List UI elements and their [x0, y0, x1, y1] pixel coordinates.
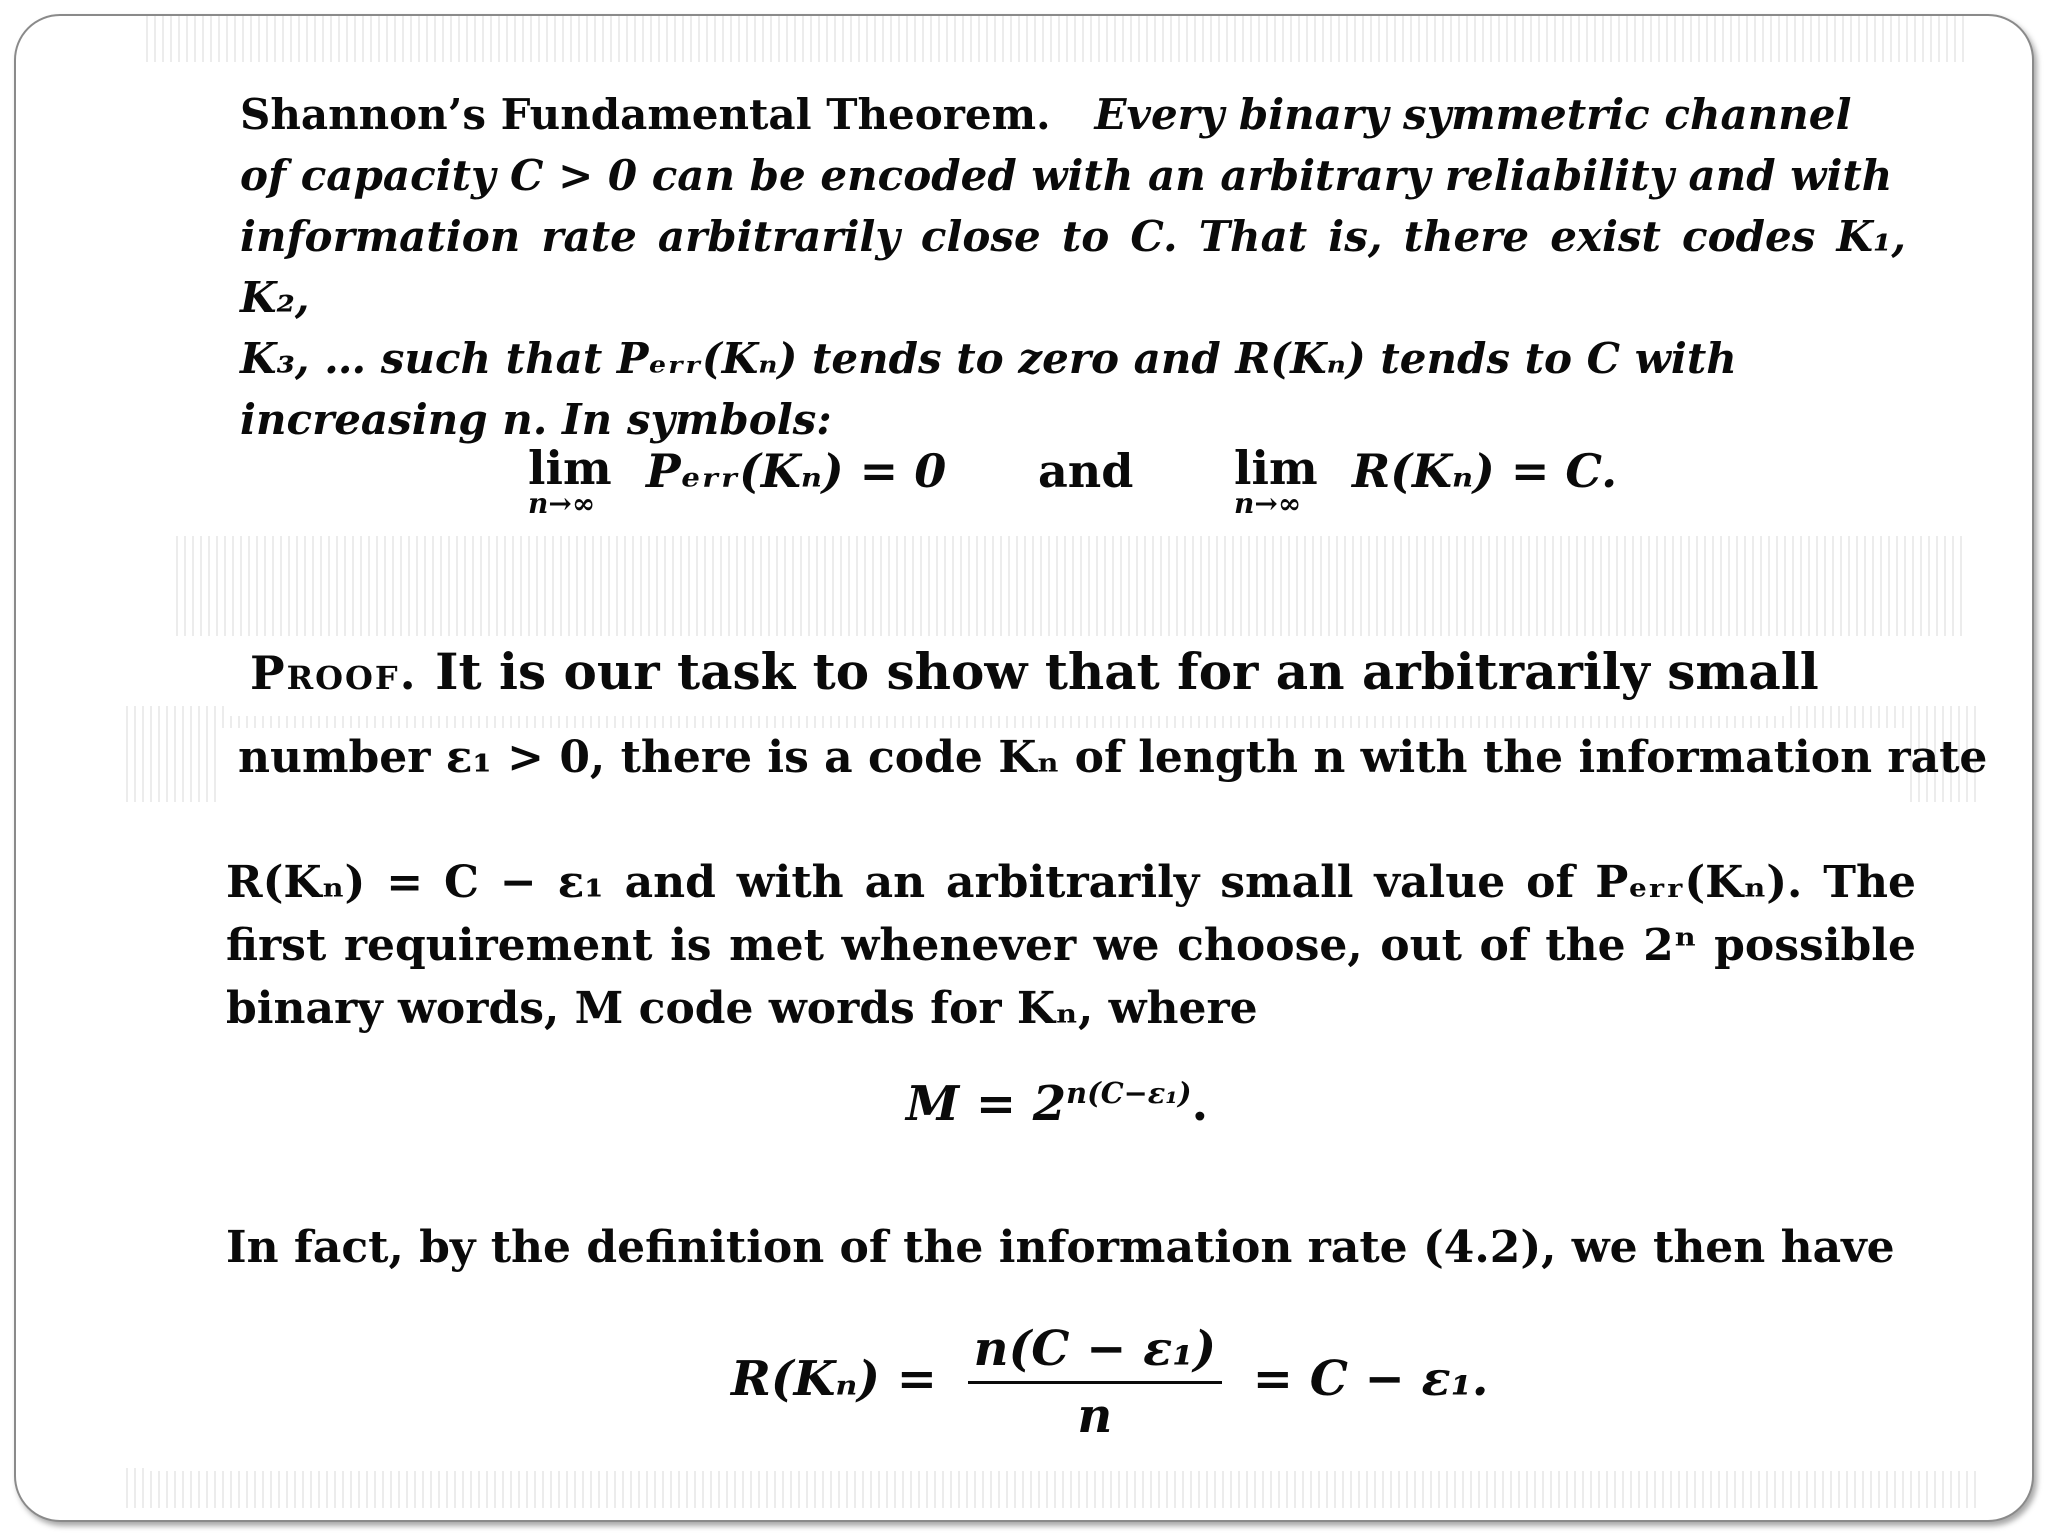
theorem-clipping [226, 66, 1916, 536]
limit-right-subscript: n→∞ [1234, 487, 1302, 520]
proof-start-clipping [226, 636, 1819, 716]
theorem-line-5: increasing n. In symbols: [240, 395, 832, 444]
limits-connector: and [1038, 444, 1134, 498]
proof-paragraph-1: R(Kₙ) = C − ε₁ and with an arbitrarily small value of Pₑᵣᵣ(Kₙ). The first requirement is met whenever we choose, out of the 2ⁿ possible binary words, M code words for Kₙ, where [226, 857, 1916, 1034]
limit-left-subscript: n→∞ [528, 487, 596, 520]
scan-stripes-top [146, 16, 1966, 62]
proof-label: Proof. [250, 646, 418, 700]
limit-right [1234, 441, 1318, 520]
limit-left-word: lim [528, 441, 612, 495]
equation-m-end: . [1191, 1076, 1209, 1132]
equation-rate [731, 1321, 1488, 1444]
proof-line-1 [250, 642, 1819, 701]
scan-stripes-middle [176, 536, 1966, 636]
equation-rate-denominator: n [1077, 1388, 1113, 1444]
theorem-statement [240, 84, 1906, 450]
equation-m-lhs: M = 2 [906, 1076, 1067, 1132]
proof-line-2-clipping [216, 728, 1988, 804]
limit-left [528, 441, 612, 520]
equation-rate-numerator: n(C − ε₁) [968, 1321, 1222, 1384]
limit-left-expression: Pₑᵣᵣ(Kₙ) = 0 [646, 444, 947, 498]
equation-m-exponent: n(C−ε₁) [1066, 1076, 1192, 1110]
proof-paragraph-2: In fact, by the definition of the information rate (4.2), we then have [226, 1222, 1895, 1273]
theorem-line-1: Every binary symmetric channel [1094, 90, 1852, 139]
theorem-line-4: K₃, … such that Pₑᵣᵣ(Kₙ) tends to zero and R(Kₙ) tends to C with [240, 334, 1737, 383]
proof-line-1-text: It is our task to show that for an arbitrarily small [435, 642, 1819, 701]
proof-line-2: number ε₁ > 0, there is a code Kₙ of length n with the information rate [238, 732, 1988, 783]
theorem-line-2: of capacity C > 0 can be encoded with an arbitrary reliability and with [240, 151, 1893, 200]
equation-m [906, 1076, 1208, 1132]
theorem-title: Shannon’s Fundamental Theorem. [240, 90, 1051, 139]
limit-right-word: lim [1234, 441, 1318, 495]
scan-stripes-bottom [126, 1468, 1976, 1508]
equation-rate-fraction [968, 1321, 1222, 1444]
equation-rate-lhs: R(Kₙ) = [731, 1351, 937, 1407]
equation-rate-rhs: = C − ε₁. [1252, 1351, 1489, 1407]
slide-frame [14, 14, 2034, 1522]
theorem-line-3: information rate arbitrarily close to C. That is, there exist codes K₁, K₂, [240, 212, 1906, 322]
limit-right-expression: R(Kₙ) = C. [1352, 444, 1618, 498]
proof-continuation-clipping [146, 806, 1976, 1471]
